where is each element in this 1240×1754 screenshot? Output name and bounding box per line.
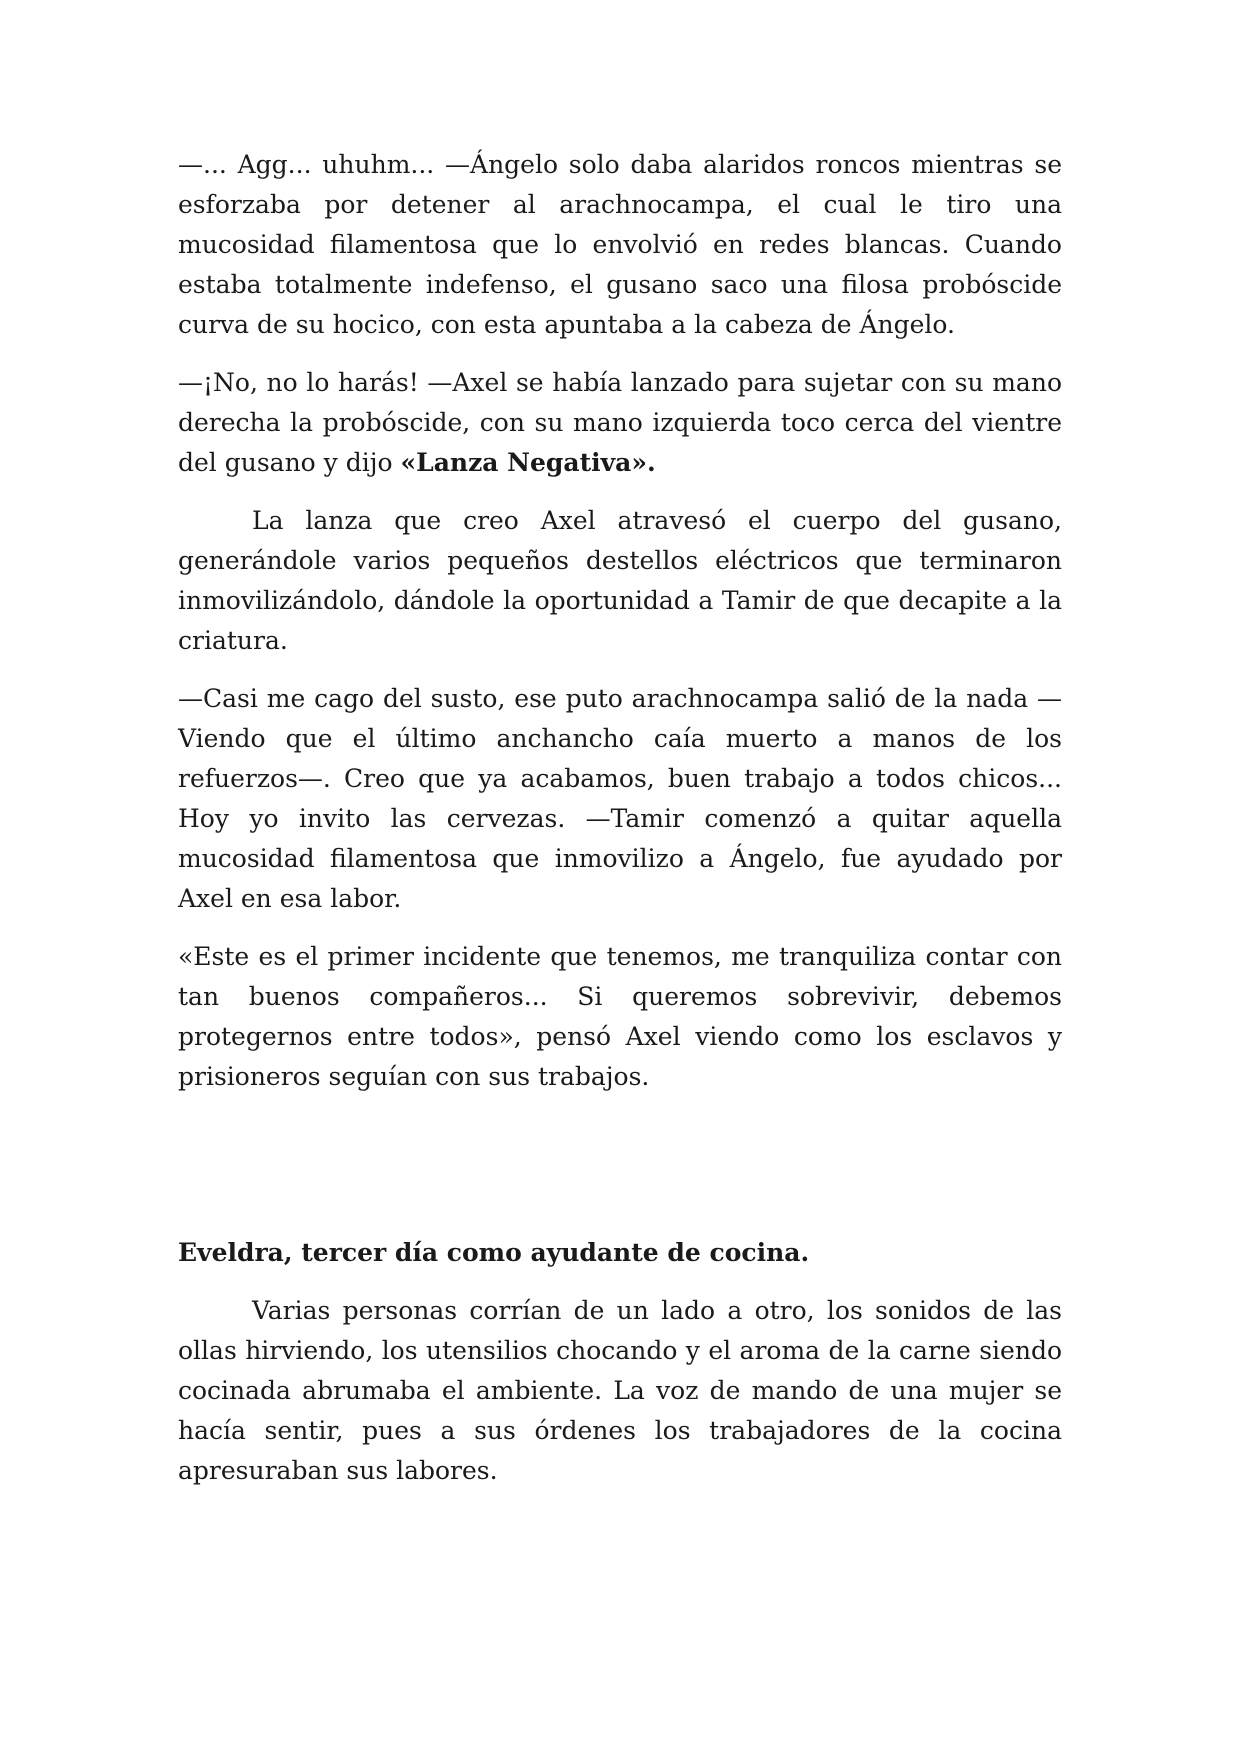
spell-name-lanza-negativa: «Lanza Negativa». — [400, 448, 656, 477]
section-heading: Eveldra, tercer día como ayudante de cocina. — [178, 1238, 810, 1267]
document-page — [178, 145, 1062, 1509]
section-spacer — [178, 1115, 1062, 1233]
paragraph-tamir-speaks: —Casi me cago del susto, ese puto arachnocampa salió de la nada —Viendo que el último anchancho caía muerto a manos de los refuerzos—. Creo que ya acabamos, buen trabajo a todos chicos... Hoy yo invito las cervezas. —Tamir comenzó a quitar aquella mucosidad filamentosa que inmovilizo a Ángelo, fue ayudado por Axel en esa labor. — [178, 684, 1062, 913]
paragraph-angelo-attacked: —... Agg... uhuhm... —Ángelo solo daba alaridos roncos mientras se esforzaba por detener al arachnocampa, el cual le tiro una mucosidad filamentosa que lo envolvió en redes blancas. Cuando estaba totalmente indefenso, el gusano saco una filosa probóscide curva de su hocico, con esta apuntaba a la cabeza de Ángelo. — [178, 150, 1062, 339]
paragraph-lance-strike: La lanza que creo Axel atravesó el cuerpo del gusano, generándole varios pequeños destellos eléctricos que terminaron inmovilizándolo, dándole la oportunidad a Tamir de que decapite a la criatura. — [178, 506, 1062, 655]
paragraph-axel-intervenes-text: —¡No, no lo harás! —Axel se había lanzado para sujetar con su mano derecha la probóscide, con su mano izquierda toco cerca del vientre del gusano y dijo — [178, 368, 1062, 477]
paragraph-axel-intervenes — [178, 363, 1062, 483]
paragraph-axel-thoughts: «Este es el primer incidente que tenemos, me tranquiliza contar con tan buenos compañeros... Si queremos sobrevivir, debemos protegernos entre todos», pensó Axel viendo como los esclavos y prisioneros seguían con sus trabajos. — [178, 942, 1062, 1091]
paragraph-kitchen-scene: Varias personas corrían de un lado a otro, los sonidos de las ollas hirviendo, los utensilios chocando y el aroma de la carne siendo cocinada abrumaba el ambiente. La voz de mando de una mujer se hacía sentir, pues a sus órdenes los trabajadores de la cocina apresuraban sus labores. — [178, 1296, 1062, 1485]
